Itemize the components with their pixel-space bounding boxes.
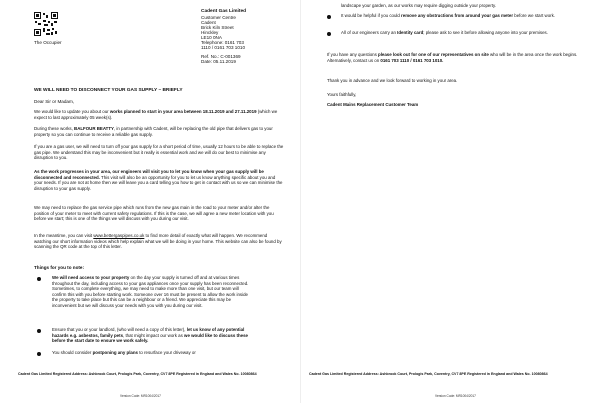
sender-line-5: LE10 0NA	[201, 35, 222, 40]
sender-line-4: Hinckley	[201, 30, 219, 35]
sender-line-6: Telephone: 0161 703	[201, 40, 244, 45]
letter-date: Date: 05.11.2019	[201, 59, 236, 64]
sender-line-2: Cadent	[201, 20, 216, 25]
sender-line-7: 1110 / 0161 703 1010	[201, 45, 246, 50]
bullet-icon	[327, 32, 331, 36]
progress-paragraph: As the work progresses in your area, our engineers will visit you to let you know when your gas supply will be disconnected and reconnected. This visit will also be an opportunity for you to let us know anything specific about you and your needs. If you are not at home then we will leave you a card telling you how to get in contact with us so we can minimise the disruption to your gas supply.	[34, 169, 283, 191]
bullet-postpone: You should consider postponing any plans to resurface your driveway or	[52, 350, 196, 355]
thanks-paragraph: Thank you in advance and we look forward to working in your area.	[327, 78, 458, 83]
bullet-hazards: Ensure that you or your landlord, (who will need a copy of this letter), let us know of any potential hazards e.g. asbestos, family pets, that might impact our work as we would like to discuss these before the start date to ensure we work safely.	[52, 327, 248, 344]
website-link[interactable]: www.bettergaspipes.co.uk	[93, 233, 145, 238]
salutation: Dear Sir or Madam,	[34, 99, 75, 104]
version-code: Version Code: MR1004/2017	[120, 394, 161, 398]
gas-user-paragraph: If you are a gas user, we will need to turn off your gas supply for a short period of time, usually 12 hours to be able to replace the gas pipe. We understand this may be inconvenient but it really is essential work and we will do our best to minimise any disruption to you.	[34, 144, 284, 161]
letter-subject: WE WILL NEED TO DISCONNECT YOUR GAS SUPPLY – BRIEFLY	[34, 88, 183, 93]
things-heading: Things for you to note:	[34, 265, 85, 270]
qr-code-icon	[34, 12, 58, 36]
bullet-icon	[327, 15, 331, 19]
continued-text: landscape your garden, as our works may require digging outside your property.	[341, 3, 497, 8]
during-works-paragraph: During these works, BALFOUR BEATTY, in partnership with Cadent, will be replacing the old pipe that delivers gas to your property so you can continue to receive a reliable gas supply.	[34, 126, 273, 137]
bullet-icon	[37, 277, 41, 281]
meantime-paragraph: In the meantime, you can visit www.bettergaspipes.co.uk to find more detail of exactly what will happen. We recommend watching our short information videos which help explain what we will be doing in your home. This website can also be found by scanning the QR code at the top of this letter.	[34, 233, 282, 250]
bullet-identity: All of our engineers carry an Identity card; please ask to see it before allowing anyone into your premises.	[341, 30, 548, 35]
reference-number: Ref. No.: C-001369	[201, 54, 241, 59]
letter-page-2	[300, 0, 600, 403]
version-code: Version Code: MR1004/2017	[435, 394, 476, 398]
page-footer: Cadent Gas Limited Registered Address: Ashbrook Court, Prologis Park, Coventry, CV7 8PE Registered in England and Wales No. 10080864	[309, 372, 548, 376]
bullet-obstructions: It would be helpful if you could remove any obstructions from around your gas meter before we start work.	[341, 13, 556, 18]
bullet-icon	[37, 329, 41, 333]
sender-company: Cadent Gas Limited	[201, 9, 247, 14]
page-footer: Cadent Gas Limited Registered Address: Ashbrook Court, Prologis Park, Coventry, CV7 8PE Registered in England and Wales No. 10080864	[18, 372, 257, 376]
closing: Yours faithfully,	[327, 92, 357, 97]
signoff: Cadent Mains Replacement Customer Team	[327, 102, 419, 107]
sender-line-1: Customer Centre	[201, 15, 236, 20]
intro-paragraph: We would like to update you about our works planned to start in your area between 18.11.2019 and 27.11.2019 (which we expect to last approximately 05 week(s).	[34, 109, 278, 120]
addressee: The Occupier	[34, 40, 62, 45]
sender-line-3: Brick Kiln Street	[201, 25, 234, 30]
meter-paragraph: We may need to replace the gas service pipe which runs from the new gas main in the road to your meter and/or alter the position of your meter to meet with current safety regulations. If this is the case, we will agree a new meter location with you before we start; this is one of the things we will discuss with you during our visit.	[34, 205, 274, 222]
questions-paragraph: If you have any questions please look out for one of our representatives on site who will be in the area once the work begins. Alternatively, contact us on 0161 703 1110 / 0161 703 1010.	[327, 52, 578, 63]
bullet-access: We will need access to your property on the day your supply is turned off and at various times throughout the day, including access to your gas appliances once your supply has been reconnected. Sometimes, to complete everything, we may need to make more than one visit, but our team will confirm this with you before starting work. Someone over 16 must be present to allow the work inside the property to take place but this can be a neighbour or a friend. We appreciate this may be inconvenient but we will discuss your needs with you with you during our visit.	[52, 275, 249, 308]
bullet-icon	[37, 352, 41, 356]
